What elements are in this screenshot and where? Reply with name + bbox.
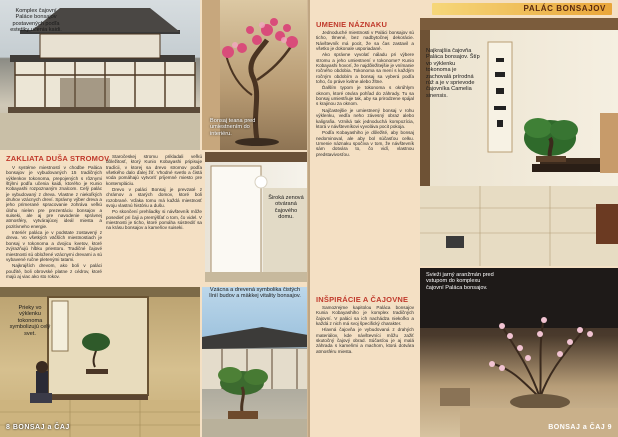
right-column-text-1 <box>316 30 414 290</box>
right-page <box>310 0 618 437</box>
heading-inspiracie: INŠPIRÁCIE A ČAJOVNE <box>316 295 409 304</box>
paragraph: Jednoduché miestnosti v Paláci bonsajov sú ticho, tlmené, bez nadbytočnej dekorácie. Návštevník má pocit, že sa čas zastavil a všetko je dokonale usporiadané. <box>316 30 414 52</box>
paragraph: Interiér paláca je v podstate zostavený z dreva. Vo všetkých väčších miestnostiach je bonsaj v tokonoma a dvojicu kvetov, ktoré zvýrazňujú hĺbku priestoru. Tradičné čajové miestnosti sú obložené vzácnymi drevami a sú vybavené ručne pletenými tatami. <box>6 230 102 262</box>
ikebana-illustration <box>420 268 618 437</box>
paragraph: Po skončení prehliadky si návštevník môže posedieť pri čaji a premýšľať o tom, čo videl. V miestnosti je ticho, ktoré pomáha sústrediť sa na krásu bonsajov a kameňov suiseki. <box>106 209 202 231</box>
paragraph: Staročeskej stromu prikladali veľkú dôležitosť, ktorý Kunio Kobayashi pripisuje tradícii, v ktorej sa drevo stromov podľa všetkého dalo ďalej žiť. Vhodné svetlo a čistá voda pomáhajú vytvoriť príjemné miesto pre kontempláciu. <box>106 154 202 186</box>
caption-house: Komplex čajovní Paláce bonsajov postavených podľa estetiky učenia kaidi. <box>10 8 62 34</box>
left-column-1-text <box>6 165 102 285</box>
paragraph: Podľa Kobayashiho je dôležité, aby bonsaj nedominoval, ale aby bol súčasťou celku. Umenie náznaku spočíva v tom, že návštevník sám dotvára to, čo vidí, vlastnou predstavivosťou. <box>316 130 414 157</box>
paragraph: Samozrejme kapitolou Paláca bonsajov Kunia Kobayashiho je komplex tradičných čajovní. V paláci sa ich nachádza niekoľko a každá z nich má svoj špecifický charakter. <box>316 305 414 327</box>
banner-title: PALÁC BONSAJOV <box>523 4 606 13</box>
paragraph: Ako správne vyvolať náladu pri výbere stromu a jeho umiestnení v tokonome? Kunio Kobayashi hovorí, že najdôležitejšie je vnímanie ročného obdobia. Tokonoma sa mení s každým ročným obdobím a bonsaj sa vyberá podľa toho, čo práve kvitne alebo žltne. <box>316 52 414 85</box>
bonsai-house-photo <box>202 287 308 437</box>
heading-umenie-naznaku: UMENIE NÁZNAKU <box>316 20 388 29</box>
caption-bonsai-room: Najkrajšia čajovňa Paláca bonsajov. Štíp vo výklenku tokonoma je zachovalá prírodná rúž a je v sprievode čajovníka Camelia sinensis. <box>426 48 480 99</box>
right-column-text-2 <box>316 305 414 431</box>
caption-screen: Vzácna a drevená symbolika čistých línií budov a mäkkej vitality bonsajov. <box>209 287 301 300</box>
bonsai-house-illustration <box>202 287 308 437</box>
caption-ikebana: Svieži jarný aranžmán pred vstupom do komplexu čajovní Paláca bonsajov. <box>426 272 494 291</box>
paragraph: V systéme miestností v chodbe Paláca bonsajov je vybudovaných 15 tradičných výklenkov tokonoma, prepojených s rôznymi štýlmi podľa učenia kaidi, ktorého je Kunio Kobayashi rozpoznaným znalcom. Celý palác je vybudovaný z dreva. Vlastne z niekoľkých druhov vzácnych dreví. Správny výber dreva a jeho primerané spracovanie zohráva veľkú úlohu nielen pre prezentáciu bonsajov a suiseki, ale aj pre navodenie správnej atmosféry, vytvárajúcej ideál miesta a pozitívneho energie. <box>6 165 102 229</box>
ikebana-photo <box>420 268 618 437</box>
left-page <box>0 0 308 437</box>
caption-plum: Bonsaj teana pred umiestnením do interiéru. <box>210 118 256 137</box>
section-banner <box>432 3 612 15</box>
page-number-right: BONSAJ a ČAJ 9 <box>548 424 612 431</box>
left-column-2-text <box>106 154 202 285</box>
caption-tea-room: Prieky vo výklenku tokonoma symbolizujú celý svet. <box>9 305 51 337</box>
heading-zakliata-dusa: ZAKLIATA DUŠA STROMOV <box>6 154 110 163</box>
caption-niche: Široká zenová otváraná čajového domu. <box>268 195 304 221</box>
paragraph: Hlavná čajovňa je vybudovaná z drahých materiálov, kde návštevníci môžu zažiť skutočný čajový obrad. Súčasťou je aj malá záhrada s kameňmi a machom, ktorá dotvára atmosféru miesta. <box>316 327 414 354</box>
paragraph: Najkrajších drevom, ako boli v paláci použité, boli obrovské platne z cédrov, ktoré majú aj viac ako sto rokov. <box>6 263 102 279</box>
paragraph: Ďalším typom je tokonoma s okrúhlym oknom, ktoré otvára pohľad do záhrady. Tu sa bonsaj umiestňuje tak, aby sa prirodzene spájal s krajinou za oknom. <box>316 85 414 107</box>
paragraph: Drevo v paláci Bonsaj je prevzaté z chrámov a starých domov, ktoré boli rozobrané. Vďaka tomu má každá miestnosť svoju vlastnú históriu a dušu. <box>106 187 202 209</box>
paragraph: Najčastejšie je umiestnený bonsaj v rohu výklenku, vedľa neho závesný obraz alebo kaligrafia. Vzniká tak jednoduchá kompozícia, ktorá v návštevníkovi vyvoláva pocit pokoja. <box>316 107 414 129</box>
page-number-left: 8 BONSAJ a ČAJ <box>6 424 70 431</box>
